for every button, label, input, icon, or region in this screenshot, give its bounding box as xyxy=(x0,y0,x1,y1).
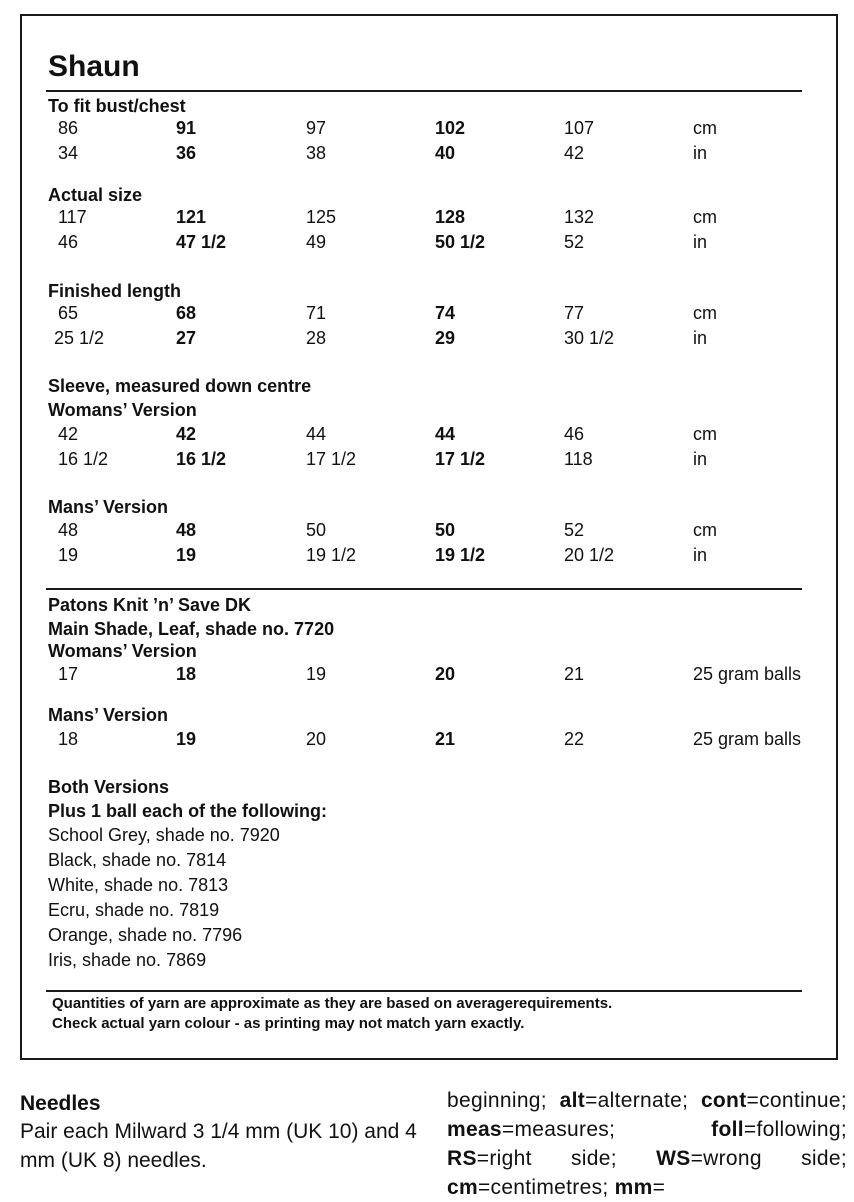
needles-heading: Needles xyxy=(20,1092,101,1115)
section-subheading: Womans’ Version xyxy=(48,641,197,661)
table-row: 46 47 1/2 49 50 1/2 52 in xyxy=(58,232,708,252)
table-row: 117 121 125 128 132 cm xyxy=(58,207,717,227)
table-row: 86 91 97 102 107 cm xyxy=(58,118,717,138)
section-heading: Main Shade, Leaf, shade no. 7720 xyxy=(48,619,335,639)
table-row: 16 1/2 16 1/2 17 1/2 17 1/2 118 in xyxy=(58,449,708,469)
table-row: 34 36 38 40 42 in xyxy=(58,143,708,163)
list-item: Ecru, shade no. 7819 xyxy=(48,900,220,920)
section-subheading: Mans’ Version xyxy=(48,705,169,725)
list-item: Iris, shade no. 7869 xyxy=(48,950,207,970)
section-heading: Both Versions xyxy=(48,777,170,797)
divider xyxy=(46,990,802,992)
section-subheading: Mans’ Version xyxy=(48,497,169,517)
note-text: Quantities of yarn are approximate as they are based on averagerequirements. xyxy=(52,995,613,1012)
section-heading: Actual size xyxy=(48,185,143,205)
table-row: 42 42 44 44 46 cm xyxy=(58,424,717,444)
section-heading: Finished length xyxy=(48,281,181,301)
section-subheading: Womans’ Version xyxy=(48,400,197,420)
abbreviations-text: beginning; alt=alternate; cont=continue; meas=measures; foll=following; RS=right side; WS=wrong side; cm=centimetres; mm= xyxy=(447,1089,847,1199)
list-item: Orange, shade no. 7796 xyxy=(48,925,243,945)
list-item: White, shade no. 7813 xyxy=(48,875,229,895)
note-text: Check actual yarn colour - as printing may not match yarn exactly. xyxy=(52,1015,525,1032)
section-heading: Sleeve, measured down centre xyxy=(48,376,312,396)
list-item: School Grey, shade no. 7920 xyxy=(48,825,280,845)
table-row: 17 18 19 20 21 25 gram balls xyxy=(58,664,802,684)
table-row: 19 19 19 1/2 19 1/2 20 1/2 in xyxy=(58,545,708,565)
list-item: Black, shade no. 7814 xyxy=(48,850,227,870)
divider xyxy=(46,588,802,590)
table-row: 25 1/2 27 28 29 30 1/2 in xyxy=(54,328,708,348)
section-heading: Plus 1 ball each of the following: xyxy=(48,801,328,821)
page-title: Shaun xyxy=(48,50,140,83)
section-heading: To fit bust/chest xyxy=(48,96,186,116)
divider xyxy=(46,90,802,92)
table-row: 65 68 71 74 77 cm xyxy=(58,303,717,323)
needles-text: Pair each Milward 3 1/4 mm (UK 10) and 4 mm (UK 8) needles. xyxy=(20,1120,417,1172)
section-heading: Patons Knit ’n’ Save DK xyxy=(48,595,252,615)
table-row: 18 19 20 21 22 25 gram balls xyxy=(58,729,802,749)
table-row: 48 48 50 50 52 cm xyxy=(58,520,717,540)
